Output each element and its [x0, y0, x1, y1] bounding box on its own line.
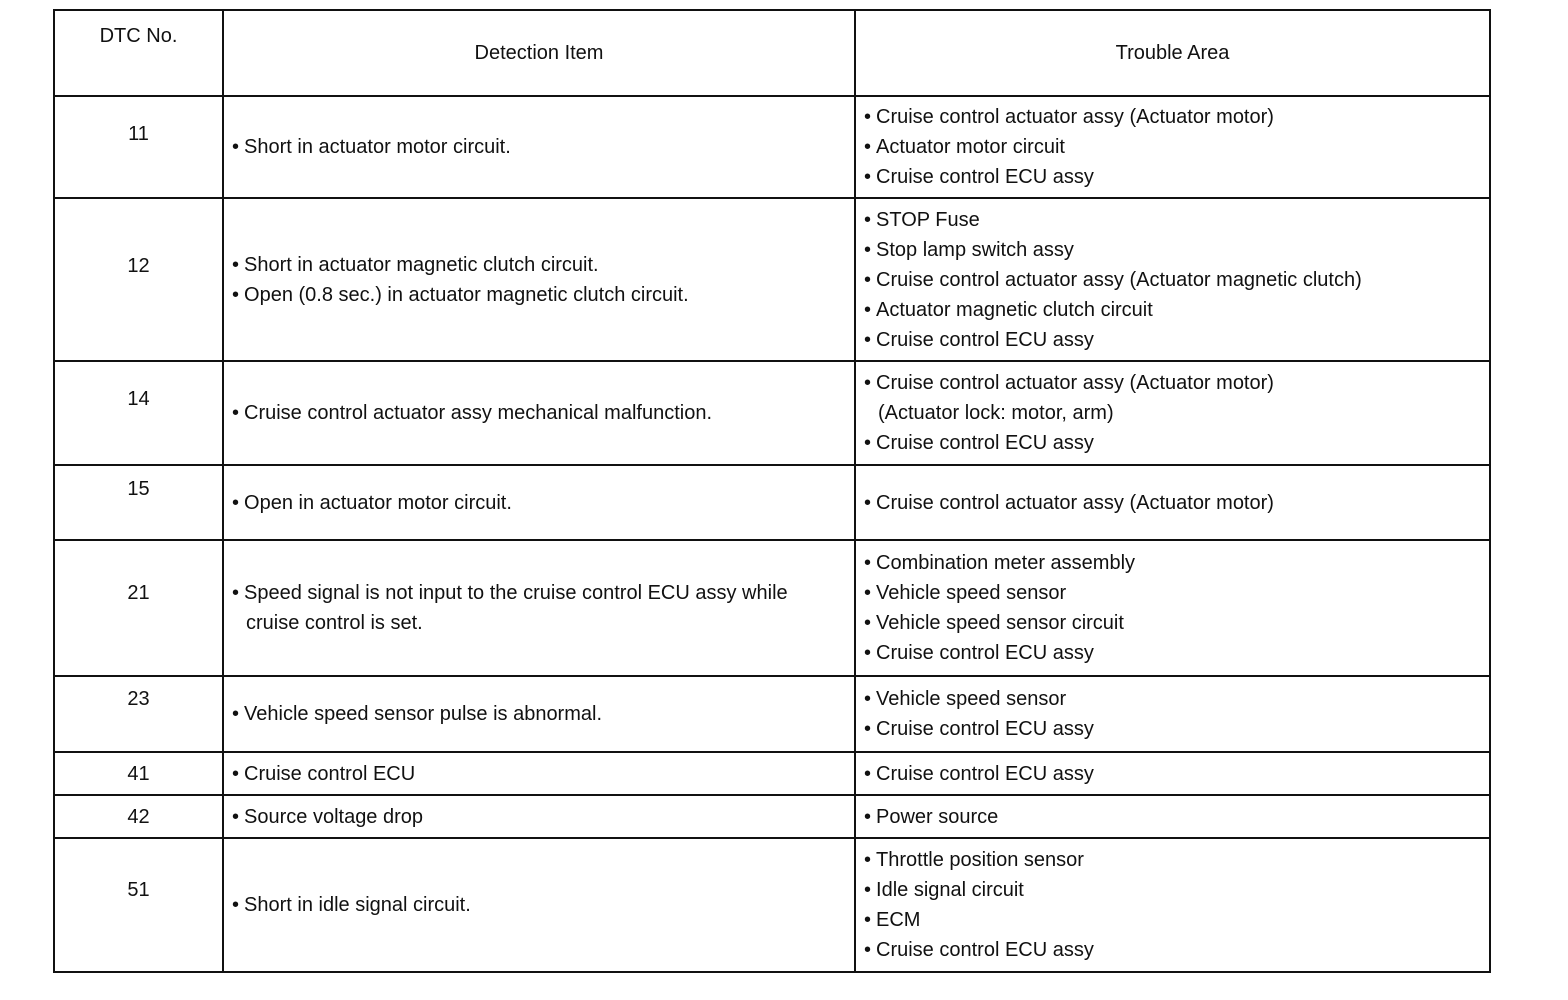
table-row [54, 795, 1490, 838]
trouble-item: • Cruise control ECU assy [856, 714, 1489, 744]
trouble-cell [855, 838, 1490, 972]
dtc-cell [54, 465, 223, 540]
dtc-cell [54, 838, 223, 972]
detection-cell [223, 96, 855, 198]
detection-item: • Cruise control ECU [224, 759, 854, 789]
header-trouble-area: Trouble Area [855, 10, 1490, 96]
trouble-item-continuation: (Actuator lock: motor, arm) [878, 402, 1114, 424]
header-row [54, 10, 1490, 96]
header-detection-item: Detection Item [223, 10, 855, 96]
detection-item: • Short in actuator magnetic clutch circuit. [224, 250, 854, 280]
table-row [54, 361, 1490, 465]
trouble-cell [855, 752, 1490, 795]
trouble-item: • Cruise control ECU assy [856, 759, 1489, 789]
trouble-item: • Combination meter assembly [856, 548, 1489, 578]
trouble-item: • ECM [856, 905, 1489, 935]
dtc-cell [54, 752, 223, 795]
table-row [54, 676, 1490, 752]
trouble-cell [855, 361, 1490, 465]
trouble-item: • Cruise control ECU assy [856, 935, 1489, 965]
trouble-item: • Cruise control actuator assy (Actuator motor) [856, 368, 1489, 398]
table-row [54, 198, 1490, 361]
detection-cell [223, 752, 855, 795]
dtc-number: 41 [127, 762, 150, 785]
trouble-cell [855, 676, 1490, 752]
dtc-cell [54, 361, 223, 465]
dtc-cell [54, 676, 223, 752]
trouble-item: • Cruise control ECU assy [856, 428, 1489, 458]
detection-item: • Cruise control actuator assy mechanical malfunction. [224, 398, 854, 428]
detection-cell [223, 795, 855, 838]
trouble-item: • Cruise control actuator assy (Actuator motor) [856, 488, 1489, 518]
detection-item: • Vehicle speed sensor pulse is abnormal. [224, 699, 854, 729]
table-row [54, 752, 1490, 795]
detection-item: • Short in actuator motor circuit. [224, 132, 854, 162]
table-row [54, 838, 1490, 972]
dtc-table [53, 9, 1491, 973]
detection-cell [223, 838, 855, 972]
dtc-number: 12 [127, 255, 150, 277]
trouble-item: • Power source [856, 802, 1489, 832]
dtc-number: 15 [127, 478, 150, 500]
detection-cell [223, 465, 855, 540]
detection-item: • Open in actuator motor circuit. [224, 488, 854, 518]
trouble-cell [855, 96, 1490, 198]
trouble-cell [855, 198, 1490, 361]
dtc-number: 21 [127, 582, 150, 604]
dtc-cell [54, 540, 223, 676]
dtc-number: 11 [128, 123, 149, 145]
detection-cell [223, 198, 855, 361]
table-row [54, 540, 1490, 676]
detection-item: • Speed signal is not input to the cruise control ECU assy while [224, 578, 854, 608]
table-row [54, 96, 1490, 198]
detection-item-continuation: cruise control is set. [246, 612, 423, 634]
dtc-cell [54, 96, 223, 198]
trouble-cell [855, 540, 1490, 676]
dtc-number: 23 [127, 688, 150, 710]
trouble-item: • Cruise control actuator assy (Actuator magnetic clutch) [856, 265, 1489, 295]
trouble-item: • Stop lamp switch assy [856, 235, 1489, 265]
table-row [54, 465, 1490, 540]
trouble-cell [855, 795, 1490, 838]
dtc-cell [54, 198, 223, 361]
detection-item: • Open (0.8 sec.) in actuator magnetic clutch circuit. [224, 280, 854, 310]
trouble-item: • Cruise control ECU assy [856, 325, 1489, 355]
dtc-cell [54, 795, 223, 838]
trouble-item: • Vehicle speed sensor circuit [856, 608, 1489, 638]
trouble-cell [855, 465, 1490, 540]
trouble-item: • Actuator motor circuit [856, 132, 1489, 162]
trouble-item: • Throttle position sensor [856, 845, 1489, 875]
detection-item: • Source voltage drop [224, 802, 854, 832]
trouble-item: • Vehicle speed sensor [856, 684, 1489, 714]
trouble-item: • Cruise control ECU assy [856, 638, 1489, 668]
detection-cell [223, 540, 855, 676]
trouble-item: • Cruise control ECU assy [856, 162, 1489, 192]
detection-cell [223, 676, 855, 752]
trouble-item: • Idle signal circuit [856, 875, 1489, 905]
dtc-number: 14 [127, 388, 150, 410]
trouble-item: • Actuator magnetic clutch circuit [856, 295, 1489, 325]
trouble-item: • STOP Fuse [856, 205, 1489, 235]
dtc-table-container [53, 9, 1489, 973]
header-dtc-no: DTC No. [54, 10, 223, 96]
dtc-number: 51 [127, 879, 150, 901]
detection-item: • Short in idle signal circuit. [224, 890, 854, 920]
detection-cell [223, 361, 855, 465]
trouble-item: • Vehicle speed sensor [856, 578, 1489, 608]
trouble-item: • Cruise control actuator assy (Actuator motor) [856, 102, 1489, 132]
dtc-number: 42 [127, 805, 150, 828]
